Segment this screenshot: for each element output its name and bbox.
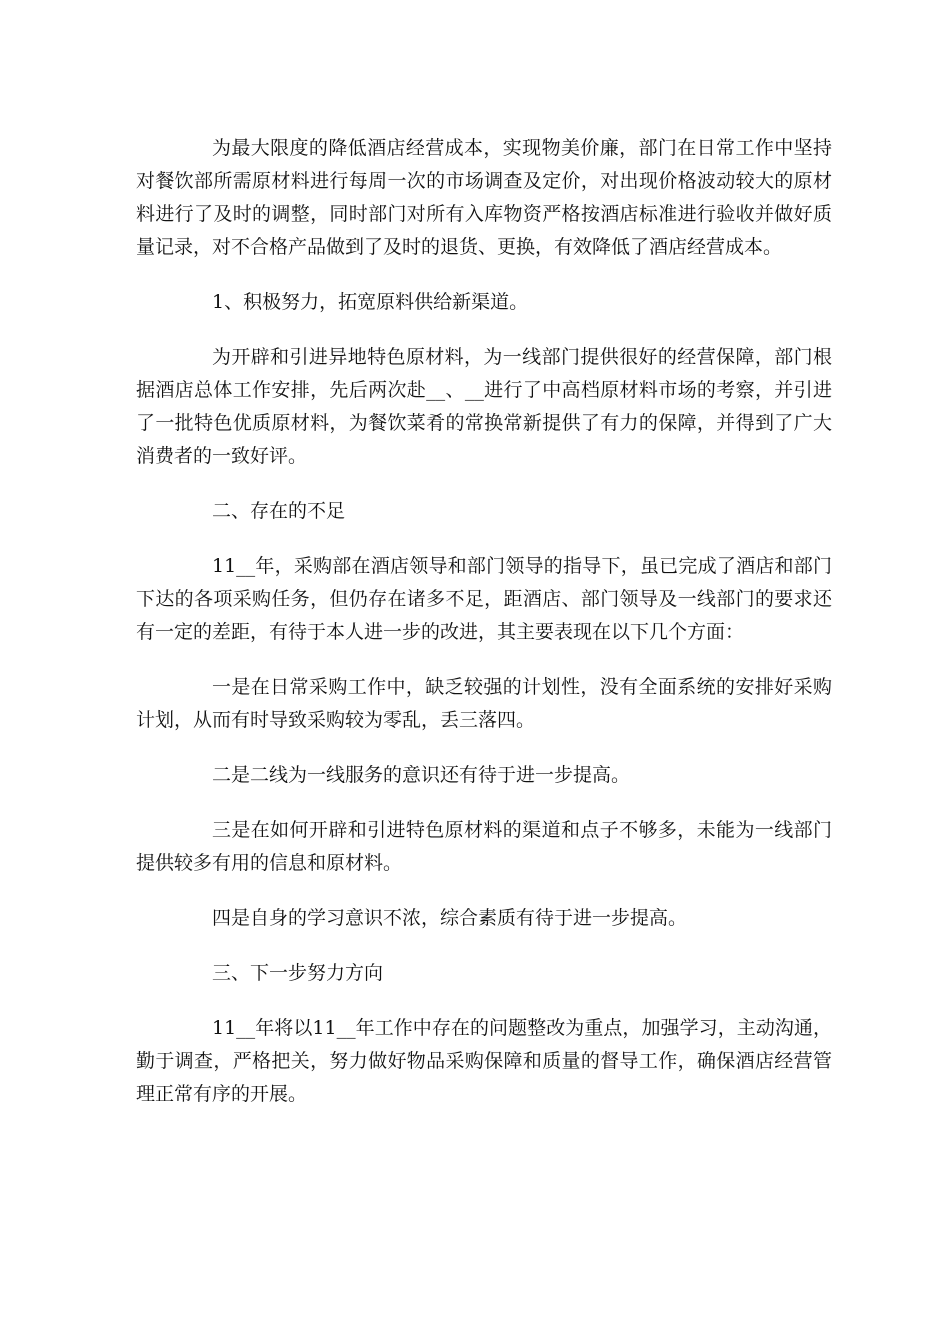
heading-next-steps: 三、下一步努力方向 — [212, 962, 384, 984]
paragraph-next-steps: 11__年将以11__年工作中存在的问题整改为重点，加强学习，主动沟通，勤于调查，严格把关，努力做好物品采购保障和质量的督导工作，确保酒店经营管理正常有序的开展。 — [136, 1017, 832, 1105]
paragraph-shortcoming-4: 四是自身的学习意识不浓，综合素质有待于进一步提高。 — [212, 907, 688, 929]
heading-expand-supply-channels: 1、积极努力，拓宽原料供给新渠道。 — [212, 291, 529, 313]
paragraph-shortcoming-3: 三是在如何开辟和引进特色原材料的渠道和点子不够多，未能为一线部门提供较多有用的信息和原材料。 — [136, 819, 832, 874]
paragraph-shortcomings-summary: 11__年，采购部在酒店领导和部门领导的指导下，虽已完成了酒店和部门下达的各项采购任务，但仍存在诸多不足，距酒店、部门领导及一线部门的要求还有一定的差距，有待于本人进一步的改进，其主要表现在以下几个方面： — [136, 555, 832, 643]
heading-shortcomings: 二、存在的不足 — [212, 500, 346, 522]
paragraph-cost-control: 为最大限度的降低酒店经营成本，实现物美价廉，部门在日常工作中坚持对餐饮部所需原材料进行每周一次的市场调查及定价，对出现价格波动较大的原材料进行了及时的调整，同时部门对所有入库物资严格按酒店标准进行验收并做好质量记录，对不合格产品做到了及时的退货、更换，有效降低了酒店经营成本。 — [136, 137, 832, 258]
document-body — [136, 132, 832, 1133]
paragraph-shortcoming-1: 一是在日常采购工作中，缺乏较强的计划性，没有全面系统的安排好采购计划，从而有时导致采购较为零乱，丢三落四。 — [136, 676, 832, 731]
paragraph-shortcoming-2: 二是二线为一线服务的意识还有待于进一步提高。 — [212, 764, 631, 786]
paragraph-special-materials: 为开辟和引进异地特色原材料，为一线部门提供很好的经营保障，部门根据酒店总体工作安排，先后两次赴__、__进行了中高档原材料市场的考察，并引进了一批特色优质原材料，为餐饮菜肴的常换常新提供了有力的保障，并得到了广大消费者的一致好评。 — [136, 346, 832, 467]
